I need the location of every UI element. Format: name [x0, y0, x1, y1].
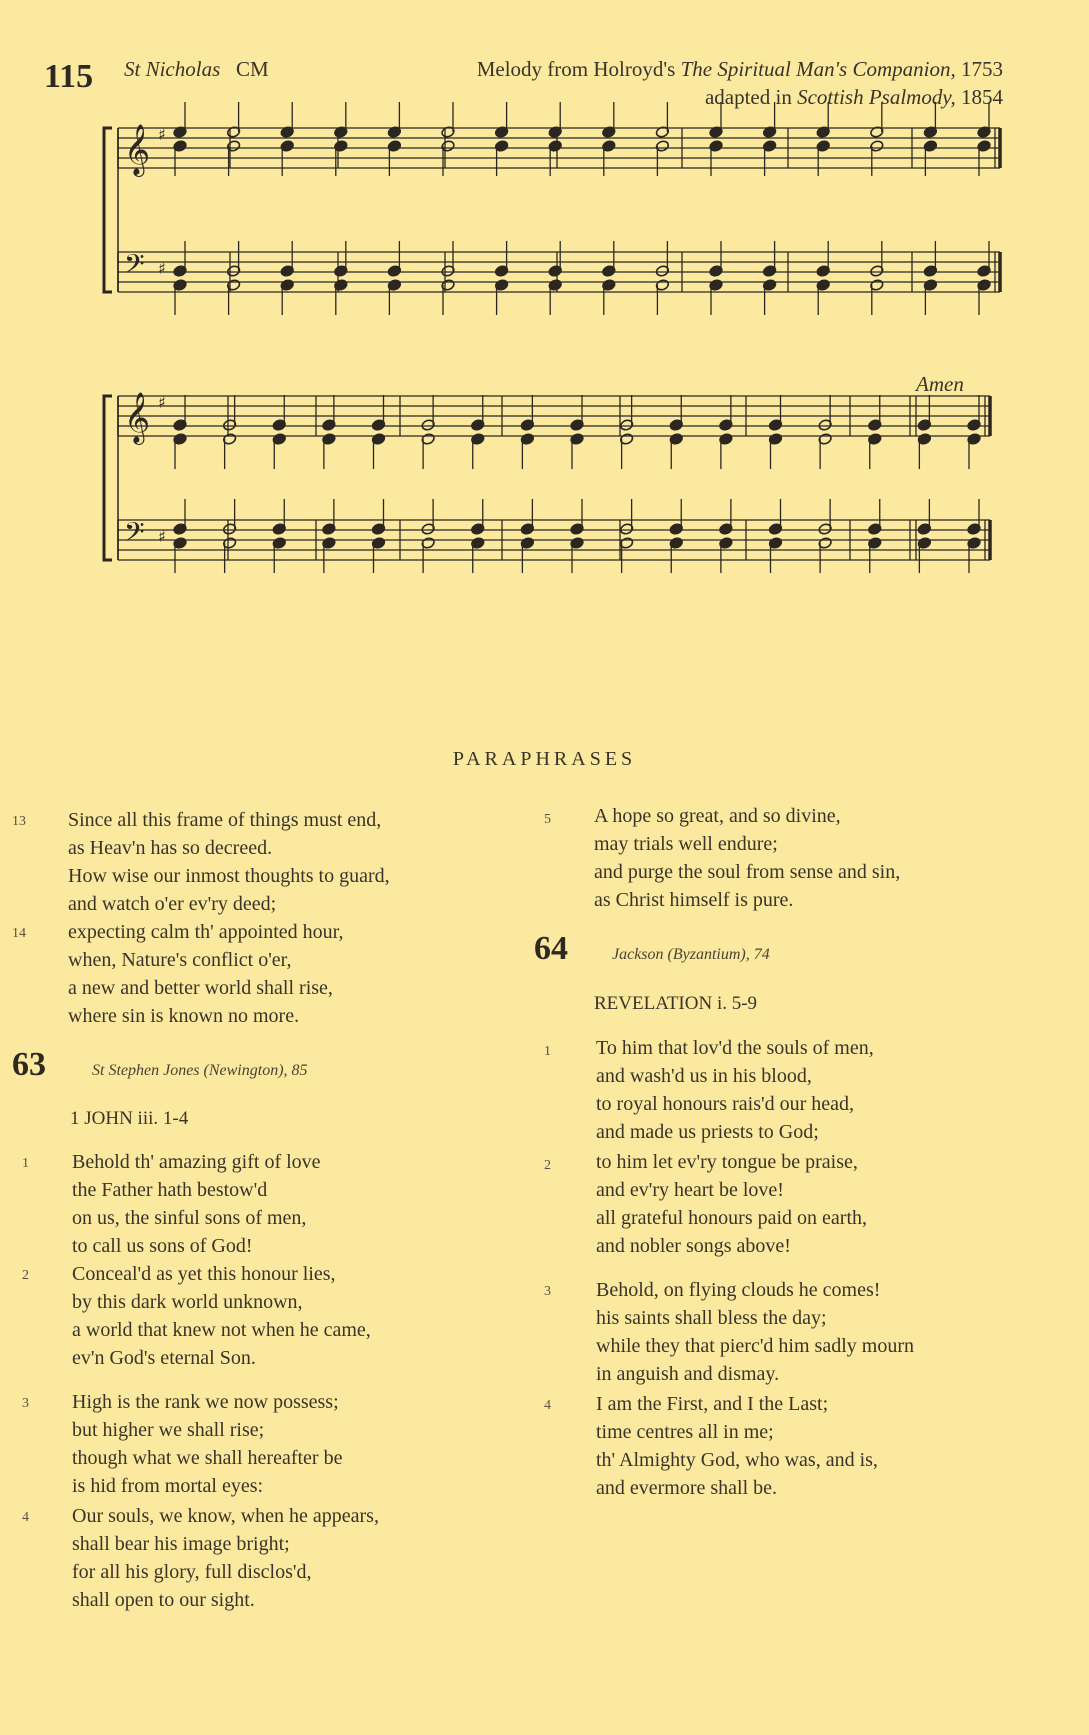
stanza-line: shall bear his image bright;	[72, 1533, 290, 1555]
scripture-reference: REVELATION i. 5-9	[594, 993, 758, 1014]
stanza-line: time centres all in me;	[596, 1421, 774, 1443]
treble-clef-icon: 𝄞	[124, 392, 151, 443]
stanza-line: Our souls, we know, when he appears,	[72, 1505, 379, 1527]
stanza-line: where sin is known no more.	[68, 1005, 300, 1027]
verse-number: 14	[12, 926, 26, 941]
stanza-line: when, Nature's conflict o'er,	[68, 949, 292, 971]
stanza	[68, 806, 390, 918]
verse-number: 3	[22, 1396, 29, 1411]
stanza-line: but higher we shall rise;	[72, 1419, 265, 1441]
paraphrase-tune: St Stephen Jones (Newington), 85	[92, 1062, 308, 1079]
verse-number: 4	[544, 1398, 551, 1413]
stanza	[594, 802, 900, 914]
stanza-line: How wise our inmost thoughts to guard,	[68, 865, 390, 887]
key-signature-sharp-icon: ♯	[158, 125, 166, 144]
stanza	[72, 1148, 321, 1260]
paraphrase-number: 63	[12, 1046, 46, 1083]
stanza-line: to him let ev'ry tongue be praise,	[596, 1151, 858, 1173]
stanza-line: and nobler songs above!	[596, 1235, 791, 1257]
stanza	[72, 1388, 342, 1500]
verse-number: 1	[22, 1156, 29, 1171]
tune-name: St Nicholas	[124, 57, 221, 81]
verse-number: 2	[544, 1158, 551, 1173]
stanza-line: a new and better world shall rise,	[68, 977, 333, 999]
verse-number: 5	[544, 812, 551, 827]
stanza-line: High is the rank we now possess;	[72, 1391, 339, 1413]
attribution-prefix: Melody from Holroyd's	[476, 57, 681, 81]
verse-number: 4	[22, 1510, 29, 1525]
stanza-line: as Heav'n has so decreed.	[68, 837, 273, 859]
stanza-line: though what we shall hereafter be	[72, 1447, 343, 1469]
paraphrase-tune: Jackson (Byzantium), 74	[612, 946, 770, 963]
stanza-line: the Father hath bestow'd	[72, 1179, 268, 1201]
bass-clef-icon: 𝄢	[124, 516, 145, 554]
verse-number: 13	[12, 814, 26, 829]
stanza	[596, 1390, 878, 1502]
attribution-source-title: The Spiritual Man's Companion,	[680, 57, 956, 81]
stanza	[596, 1148, 867, 1260]
attribution-source-title-2: Scottish Psalmody,	[797, 85, 956, 109]
stanza-line: To him that lov'd the souls of men,	[596, 1037, 874, 1059]
attribution-year-2: 1854	[955, 85, 1003, 109]
stanza-line: and purge the soul from sense and sin,	[594, 861, 901, 883]
section-heading: PARAPHRASES	[452, 748, 637, 770]
music-score	[0, 0, 1089, 640]
attribution-year: 1753	[955, 57, 1003, 81]
attribution-prefix-2: adapted in	[704, 85, 798, 109]
stanza	[68, 918, 344, 1030]
treble-clef-icon: 𝄞	[124, 124, 151, 175]
stanza-line: on us, the sinful sons of men,	[72, 1207, 307, 1229]
stanza-line: ev'n God's eternal Son.	[72, 1347, 256, 1369]
bass-clef-icon: 𝄢	[124, 248, 145, 286]
key-signature-sharp-icon: ♯	[158, 527, 166, 546]
system-bracket	[104, 396, 112, 560]
stanza-line: while they that pierc'd him sadly mourn	[596, 1335, 914, 1357]
paraphrase-number: 64	[534, 930, 568, 967]
stanza-line: shall open to our sight.	[72, 1589, 255, 1611]
stanza-line: expecting calm th' appointed hour,	[68, 921, 344, 943]
tune-meter: CM	[236, 57, 269, 81]
stanza-line: all grateful honours paid on earth,	[596, 1207, 868, 1229]
verse-number: 1	[544, 1044, 551, 1059]
stanza-line: to call us sons of God!	[72, 1235, 253, 1257]
stanza-line: by this dark world unknown,	[72, 1291, 303, 1313]
stanza-line: and made us priests to God;	[596, 1121, 819, 1143]
stanza-line: in anguish and dismay.	[596, 1363, 780, 1385]
system-bracket	[104, 128, 112, 292]
stanza-line: for all his glory, full disclos'd,	[72, 1561, 312, 1583]
stanza-line: th' Almighty God, who was, and is,	[596, 1449, 878, 1471]
key-signature-sharp-icon: ♯	[158, 393, 166, 412]
stanza	[596, 1034, 874, 1146]
hymn-number: 115	[44, 58, 94, 95]
stanza-line: Behold th' amazing gift of love	[72, 1151, 321, 1173]
stanza-line: as Christ himself is pure.	[594, 889, 794, 911]
verse-number: 3	[544, 1284, 551, 1299]
stanza-line: to royal honours rais'd our head,	[596, 1093, 854, 1115]
amen-label: Amen	[916, 372, 964, 396]
stanza-line: A hope so great, and so divine,	[594, 805, 841, 827]
stanza-line: I am the First, and I the Last;	[596, 1393, 829, 1415]
key-signature-sharp-icon: ♯	[158, 259, 166, 278]
scripture-reference: 1 JOHN iii. 1-4	[70, 1108, 189, 1129]
stanza-line: Behold, on flying clouds he comes!	[596, 1279, 881, 1301]
stanza-line: may trials well endure;	[594, 833, 778, 855]
stanza-line: and wash'd us in his blood,	[596, 1065, 812, 1087]
stanza-line: Since all this frame of things must end,	[68, 809, 382, 831]
stanza	[72, 1502, 379, 1614]
stanza-line: and evermore shall be.	[596, 1477, 778, 1499]
stanza-line: is hid from mortal eyes:	[72, 1475, 264, 1497]
stanza	[596, 1276, 914, 1388]
stanza-line: his saints shall bless the day;	[596, 1307, 827, 1329]
stanza-line: and ev'ry heart be love!	[596, 1179, 784, 1201]
verse-number: 2	[22, 1268, 29, 1283]
stanza-line: Conceal'd as yet this honour lies,	[72, 1263, 336, 1285]
stanza	[72, 1260, 371, 1372]
stanza-line: a world that knew not when he came,	[72, 1319, 371, 1341]
stanza-line: and watch o'er ev'ry deed;	[68, 893, 277, 915]
